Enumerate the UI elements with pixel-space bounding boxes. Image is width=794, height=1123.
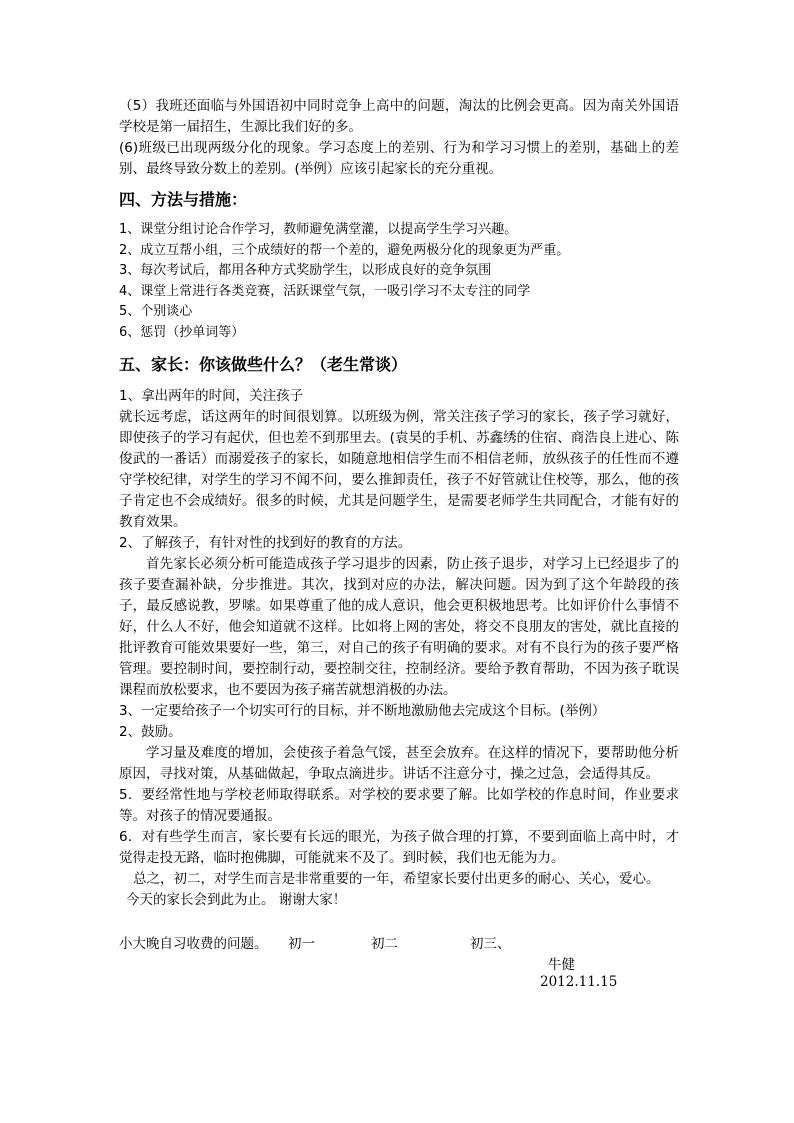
list-item: 4、课堂上常进行各类竞赛，活跃课堂气氛，一吸引学习不太专注的同学	[119, 283, 531, 299]
signature-date: 2012.11.15	[540, 974, 618, 990]
paragraph-1-body: 就长远考虑，话这两年的时间很划算。以班级为例，常关注孩子学习的家长，孩子学习就好，即使孩子的学习有起伏，但也差不到那里去。(袁昊的手机、苏鑫绣的住宿、商浩良上进心、陈俊武的一番话）而溺爱孩子的家长，如随意地相信学生而不相信老师，放纵孩子的任性而不遵守学校纪律，对学生的学习不闻不问，要么推卸责任，孩子不好管就让住校等，那么，他的孩子肯定也不会成绩好。很多的时候，尤其是问题学生，是需要老师学生共同配合，才能有好的教育效果。	[119, 409, 679, 530]
paragraph-5: 5．要经常性地与学校老师取得联系。对学校的要求要了解。比如学校的作息时间，作业要求等。对孩子的情况要通报。	[119, 787, 679, 824]
paragraph-item-5: （5）我班还面临与外国语初中同时竞争上高中的问题，淘汰的比例会更高。因为南关外国语学校是第一届招生，生源比我们好的多。	[119, 98, 679, 135]
signature-name: 牛健	[548, 957, 575, 973]
paragraph-1-title: 1、拿出两年的时间，关注孩子	[119, 388, 304, 404]
list-item: 6、惩罚（抄单词等）	[119, 324, 245, 340]
fee-grade-1: 初一	[288, 936, 315, 952]
fee-grade-2: 初二	[371, 936, 398, 952]
paragraph-6: 6．对有些学生而言，家长要有长远的眼光，为孩子做合理的打算，不要到面临上高中时，才觉得走投无路，临时抱佛脚，可能就来不及了。到时候，我们也无能为力。	[119, 829, 679, 866]
list-item: 5、个别谈心	[119, 304, 193, 319]
paragraph-2-title: 2、了解孩子，有针对性的找到好的教育的方法。	[119, 535, 412, 551]
fee-grade-3: 初三、	[470, 936, 511, 952]
list-item: 1、课堂分组讨论合作学习，教师避免满堂灌，以提高学生学习兴趣。	[119, 222, 518, 237]
closing-remark: 今天的家长会到此为止。 谢谢大家！	[126, 892, 347, 908]
paragraph-4-body: 学习量及难度的增加，会使孩子着急气馁，甚至会放弃。在这样的情况下，要帮助他分析原因，寻找对策，从基础做起，争取点滴进步。讲话不注意分寸，操之过急，会适得其反。	[119, 745, 679, 782]
section-5-heading: 五、家长：你该做些什么？（老生常谈）	[119, 355, 408, 374]
section-3-tail	[119, 96, 679, 180]
section-4-heading: 四、方法与措施：	[119, 190, 248, 209]
conclusion: 总之，初二，对学生而言是非常重要的一年，希望家长要付出更多的耐心、关心，爱心。	[133, 871, 660, 887]
section-4	[119, 189, 679, 211]
list-item: 2、成立互帮小组，三个成绩好的帮一个差的，避免两极分化的现象更为严重。	[119, 242, 570, 258]
fee-label: 小大晚自习收费的问题。	[119, 936, 268, 952]
list-item: 3、每次考试后，都用各种方式奖励学生，以形成良好的竞争氛围	[119, 263, 492, 278]
paragraph-2-body: 首先家长必须分析可能造成孩子学习退步的因素，防止孩子退步，对学习上已经退步了的孩子要查漏补缺，分步推进。其次，找到对应的办法，解决问题。因为到了这个年龄段的孩子，最反感说教，罗嗦。如果尊重了他的成人意识，他会更积极地思考。比如评价什么事情不好，什么人不好，他会知道就不这样。比如将上网的害处，将交不良朋友的害处，就比直接的批评教育可能效果要好一些，第三，对自己的孩子有明确的要求。对有不良行为的孩子要严格管理。要控制时间，要控制行动，要控制交往，控制经济。要给予教育帮助，不因为孩子耽误课程而放松要求，也不要因为孩子痛苦就想消极的办法。	[119, 556, 679, 698]
paragraph-item-6: (6)班级已出现两级分化的现象。学习态度上的差别、行为和学习习惯上的差别，基础上的差别、最终导致分数上的差别。(举例）应该引起家长的充分重视。	[119, 140, 679, 177]
section-5	[119, 354, 679, 376]
paragraph-4-title: 2、鼓励。	[119, 724, 182, 740]
section-4-list	[119, 220, 679, 343]
section-5-body	[119, 386, 679, 911]
paragraph-3: 3、一定要给孩子一个切实可行的目标，并不断地激励他去完成这个目标。(举例）	[119, 703, 606, 719]
